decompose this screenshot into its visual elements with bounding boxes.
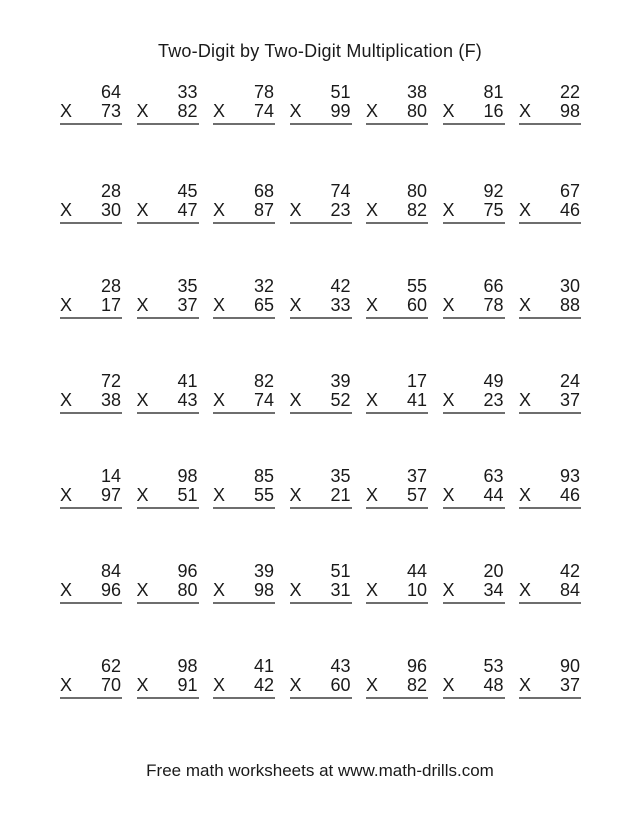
multiplier: 88 xyxy=(559,295,580,315)
multiply-operator: X xyxy=(60,675,73,695)
multiply-operator: X xyxy=(213,580,226,600)
multiplication-problem xyxy=(290,182,352,224)
multiplicand: 42 xyxy=(559,561,580,581)
problem-bottom-line xyxy=(519,201,581,220)
multiplicand: 20 xyxy=(483,561,504,581)
multiplicand: 68 xyxy=(253,181,274,201)
multiplier: 96 xyxy=(100,580,121,600)
multiplicand: 35 xyxy=(330,466,351,486)
multiplication-problem xyxy=(290,657,352,699)
multiplier: 23 xyxy=(330,200,351,220)
problem-bottom-line xyxy=(137,486,199,505)
multiplication-problem xyxy=(213,83,275,125)
multiply-operator: X xyxy=(136,675,149,695)
multiply-operator: X xyxy=(60,101,73,121)
multiplication-problem xyxy=(519,83,581,125)
multiply-operator: X xyxy=(442,101,455,121)
multiply-operator: X xyxy=(366,295,379,315)
multiplier: 99 xyxy=(330,101,351,121)
multiplicand: 66 xyxy=(483,276,504,296)
problem-bottom-line xyxy=(60,486,122,505)
multiplicand: 24 xyxy=(559,371,580,391)
multiplication-problem xyxy=(137,657,199,699)
multiplication-problem xyxy=(60,562,122,604)
problem-bottom-line xyxy=(137,676,199,695)
problem-bottom-line xyxy=(290,676,352,695)
multiply-operator: X xyxy=(442,580,455,600)
multiplicand: 30 xyxy=(559,276,580,296)
multiplication-problem xyxy=(366,182,428,224)
multiply-operator: X xyxy=(289,295,302,315)
multiplication-problem xyxy=(443,467,505,509)
multiplication-problem xyxy=(137,562,199,604)
problem-bottom-line xyxy=(519,296,581,315)
multiplier: 57 xyxy=(406,485,427,505)
multiplier: 84 xyxy=(559,580,580,600)
multiply-operator: X xyxy=(213,200,226,220)
multiplication-problem xyxy=(519,467,581,509)
problem-bottom-line xyxy=(366,201,428,220)
problem-bottom-line xyxy=(443,296,505,315)
multiplicand: 78 xyxy=(253,82,274,102)
multiplier: 34 xyxy=(483,580,504,600)
multiply-operator: X xyxy=(213,295,226,315)
multiplication-problem xyxy=(443,372,505,414)
multiplication-problem xyxy=(290,277,352,319)
problem-row xyxy=(60,467,581,509)
multiplicand: 84 xyxy=(100,561,121,581)
multiplier: 41 xyxy=(406,390,427,410)
multiplier: 23 xyxy=(483,390,504,410)
multiplicand: 14 xyxy=(100,466,121,486)
multiply-operator: X xyxy=(213,101,226,121)
multiply-operator: X xyxy=(60,200,73,220)
multiplier: 70 xyxy=(100,675,121,695)
multiplicand: 90 xyxy=(559,656,580,676)
problem-bottom-line xyxy=(290,102,352,121)
multiplier: 82 xyxy=(406,675,427,695)
multiplicand: 53 xyxy=(483,656,504,676)
multiplicand: 67 xyxy=(559,181,580,201)
multiplication-problem xyxy=(137,372,199,414)
problem-bottom-line xyxy=(443,581,505,600)
multiplication-problem xyxy=(366,372,428,414)
multiplication-problem xyxy=(443,277,505,319)
multiplication-problem xyxy=(519,182,581,224)
multiplier: 33 xyxy=(330,295,351,315)
multiplication-problem xyxy=(366,562,428,604)
multiply-operator: X xyxy=(60,580,73,600)
multiplication-problem xyxy=(60,277,122,319)
multiplication-problem xyxy=(443,562,505,604)
multiplication-problem xyxy=(137,467,199,509)
multiplicand: 98 xyxy=(177,656,198,676)
multiplication-problem xyxy=(443,182,505,224)
multiply-operator: X xyxy=(213,390,226,410)
multiplicand: 93 xyxy=(559,466,580,486)
multiplicand: 35 xyxy=(177,276,198,296)
multiplication-problem xyxy=(60,657,122,699)
multiplication-problem xyxy=(290,467,352,509)
multiplier: 43 xyxy=(177,390,198,410)
problem-bottom-line xyxy=(60,201,122,220)
multiplicand: 17 xyxy=(406,371,427,391)
multiplier: 55 xyxy=(253,485,274,505)
multiplier: 80 xyxy=(406,101,427,121)
multiplicand: 28 xyxy=(100,276,121,296)
multiply-operator: X xyxy=(289,485,302,505)
multiply-operator: X xyxy=(442,675,455,695)
multiplier: 60 xyxy=(330,675,351,695)
problem-bottom-line xyxy=(213,102,275,121)
problem-bottom-line xyxy=(366,391,428,410)
multiplication-problem xyxy=(213,182,275,224)
multiply-operator: X xyxy=(289,200,302,220)
multiply-operator: X xyxy=(366,485,379,505)
multiplication-problem xyxy=(60,372,122,414)
multiplier: 16 xyxy=(483,101,504,121)
multiplication-problem xyxy=(366,277,428,319)
problem-bottom-line xyxy=(443,391,505,410)
multiply-operator: X xyxy=(136,580,149,600)
multiply-operator: X xyxy=(366,200,379,220)
problem-bottom-line xyxy=(137,296,199,315)
multiplication-problem xyxy=(366,467,428,509)
multiplication-problem xyxy=(519,277,581,319)
problem-bottom-line xyxy=(137,391,199,410)
multiplication-problem xyxy=(519,562,581,604)
multiplier: 78 xyxy=(483,295,504,315)
footer-credit: Free math worksheets at www.math-drills.com xyxy=(146,761,494,780)
problem-row xyxy=(60,277,581,319)
multiply-operator: X xyxy=(519,200,532,220)
multiply-operator: X xyxy=(136,485,149,505)
multiplication-problem xyxy=(60,467,122,509)
multiply-operator: X xyxy=(519,675,532,695)
multiply-operator: X xyxy=(136,390,149,410)
multiplicand: 39 xyxy=(330,371,351,391)
multiplier: 46 xyxy=(559,485,580,505)
multiply-operator: X xyxy=(289,101,302,121)
problem-bottom-line xyxy=(519,581,581,600)
multiply-operator: X xyxy=(442,390,455,410)
multiplicand: 72 xyxy=(100,371,121,391)
multiplier: 87 xyxy=(253,200,274,220)
multiplier: 10 xyxy=(406,580,427,600)
multiplication-problem xyxy=(60,182,122,224)
multiplication-problem xyxy=(519,657,581,699)
multiplicand: 96 xyxy=(177,561,198,581)
problem-bottom-line xyxy=(137,581,199,600)
multiplicand: 43 xyxy=(330,656,351,676)
multiply-operator: X xyxy=(60,485,73,505)
multiplicand: 81 xyxy=(483,82,504,102)
multiplicand: 39 xyxy=(253,561,274,581)
multiplier: 37 xyxy=(559,390,580,410)
problem-bottom-line xyxy=(60,676,122,695)
problems-grid xyxy=(60,83,581,752)
problem-bottom-line xyxy=(366,296,428,315)
multiply-operator: X xyxy=(366,675,379,695)
multiplicand: 28 xyxy=(100,181,121,201)
multiply-operator: X xyxy=(519,101,532,121)
multiplication-problem xyxy=(137,182,199,224)
multiply-operator: X xyxy=(289,675,302,695)
multiplier: 97 xyxy=(100,485,121,505)
multiplicand: 41 xyxy=(253,656,274,676)
problem-bottom-line xyxy=(213,391,275,410)
problem-row xyxy=(60,372,581,414)
multiply-operator: X xyxy=(289,390,302,410)
multiplier: 98 xyxy=(559,101,580,121)
multiplier: 38 xyxy=(100,390,121,410)
multiplication-problem xyxy=(137,83,199,125)
problem-row xyxy=(60,657,581,699)
multiply-operator: X xyxy=(442,200,455,220)
multiplier: 74 xyxy=(253,101,274,121)
multiply-operator: X xyxy=(136,295,149,315)
multiplicand: 92 xyxy=(483,181,504,201)
problem-bottom-line xyxy=(213,296,275,315)
problem-bottom-line xyxy=(60,581,122,600)
multiplicand: 49 xyxy=(483,371,504,391)
problem-bottom-line xyxy=(443,102,505,121)
multiplier: 37 xyxy=(559,675,580,695)
multiplier: 47 xyxy=(177,200,198,220)
multiply-operator: X xyxy=(442,295,455,315)
problem-bottom-line xyxy=(443,486,505,505)
problem-bottom-line xyxy=(290,581,352,600)
multiplier: 30 xyxy=(100,200,121,220)
multiplier: 73 xyxy=(100,101,121,121)
multiplication-problem xyxy=(290,83,352,125)
problem-bottom-line xyxy=(366,581,428,600)
multiplier: 60 xyxy=(406,295,427,315)
multiplicand: 51 xyxy=(330,561,351,581)
multiply-operator: X xyxy=(366,580,379,600)
multiplicand: 51 xyxy=(330,82,351,102)
multiplier: 65 xyxy=(253,295,274,315)
multiplier: 74 xyxy=(253,390,274,410)
problem-row xyxy=(60,182,581,224)
multiplier: 46 xyxy=(559,200,580,220)
multiplicand: 42 xyxy=(330,276,351,296)
problem-bottom-line xyxy=(519,486,581,505)
multiplier: 98 xyxy=(253,580,274,600)
multiplicand: 96 xyxy=(406,656,427,676)
multiplier: 82 xyxy=(177,101,198,121)
problem-bottom-line xyxy=(213,676,275,695)
problem-bottom-line xyxy=(60,391,122,410)
multiplicand: 85 xyxy=(253,466,274,486)
multiplication-problem xyxy=(519,372,581,414)
problem-bottom-line xyxy=(366,486,428,505)
problem-bottom-line xyxy=(519,391,581,410)
problem-bottom-line xyxy=(137,201,199,220)
multiplication-problem xyxy=(366,83,428,125)
multiplicand: 38 xyxy=(406,82,427,102)
multiplication-problem xyxy=(213,277,275,319)
multiplication-problem xyxy=(213,657,275,699)
multiply-operator: X xyxy=(213,675,226,695)
problem-bottom-line xyxy=(290,391,352,410)
multiplicand: 64 xyxy=(100,82,121,102)
problem-bottom-line xyxy=(213,486,275,505)
multiplier: 80 xyxy=(177,580,198,600)
multiplier: 91 xyxy=(177,675,198,695)
problem-bottom-line xyxy=(60,296,122,315)
multiplicand: 33 xyxy=(177,82,198,102)
multiplier: 52 xyxy=(330,390,351,410)
multiplier: 37 xyxy=(177,295,198,315)
multiplication-problem xyxy=(60,83,122,125)
multiply-operator: X xyxy=(60,390,73,410)
multiplicand: 45 xyxy=(177,181,198,201)
multiplicand: 22 xyxy=(559,82,580,102)
multiplication-problem xyxy=(443,83,505,125)
multiplier: 42 xyxy=(253,675,274,695)
multiplier: 82 xyxy=(406,200,427,220)
multiplier: 44 xyxy=(483,485,504,505)
problem-bottom-line xyxy=(443,676,505,695)
multiply-operator: X xyxy=(519,485,532,505)
problem-bottom-line xyxy=(213,201,275,220)
multiply-operator: X xyxy=(289,580,302,600)
multiply-operator: X xyxy=(136,101,149,121)
multiplier: 75 xyxy=(483,200,504,220)
problem-bottom-line xyxy=(519,102,581,121)
multiply-operator: X xyxy=(519,295,532,315)
multiplication-problem xyxy=(290,372,352,414)
multiplication-problem xyxy=(213,562,275,604)
multiplication-problem xyxy=(137,277,199,319)
problem-bottom-line xyxy=(290,486,352,505)
multiply-operator: X xyxy=(366,101,379,121)
multiplication-problem xyxy=(213,372,275,414)
problem-bottom-line xyxy=(290,201,352,220)
multiplicand: 98 xyxy=(177,466,198,486)
multiplier: 21 xyxy=(330,485,351,505)
multiplicand: 80 xyxy=(406,181,427,201)
problem-bottom-line xyxy=(366,102,428,121)
multiplicand: 55 xyxy=(406,276,427,296)
problem-row xyxy=(60,562,581,604)
worksheet-title: Two-Digit by Two-Digit Multiplication (F) xyxy=(158,41,482,61)
multiplier: 31 xyxy=(330,580,351,600)
multiplicand: 63 xyxy=(483,466,504,486)
multiply-operator: X xyxy=(519,580,532,600)
multiplicand: 74 xyxy=(330,181,351,201)
multiply-operator: X xyxy=(60,295,73,315)
multiply-operator: X xyxy=(519,390,532,410)
multiplicand: 32 xyxy=(253,276,274,296)
multiplier: 51 xyxy=(177,485,198,505)
multiplication-problem xyxy=(290,562,352,604)
problem-bottom-line xyxy=(443,201,505,220)
multiplicand: 41 xyxy=(177,371,198,391)
multiplicand: 44 xyxy=(406,561,427,581)
multiplier: 48 xyxy=(483,675,504,695)
multiply-operator: X xyxy=(366,390,379,410)
multiplicand: 62 xyxy=(100,656,121,676)
multiplier: 17 xyxy=(100,295,121,315)
problem-bottom-line xyxy=(213,581,275,600)
multiplicand: 37 xyxy=(406,466,427,486)
problem-bottom-line xyxy=(60,102,122,121)
multiplication-problem xyxy=(443,657,505,699)
problem-bottom-line xyxy=(366,676,428,695)
problem-bottom-line xyxy=(290,296,352,315)
problem-bottom-line xyxy=(137,102,199,121)
multiplication-problem xyxy=(366,657,428,699)
multiplicand: 82 xyxy=(253,371,274,391)
multiply-operator: X xyxy=(442,485,455,505)
multiply-operator: X xyxy=(136,200,149,220)
multiplication-problem xyxy=(213,467,275,509)
multiply-operator: X xyxy=(213,485,226,505)
problem-row xyxy=(60,83,581,125)
problem-bottom-line xyxy=(519,676,581,695)
